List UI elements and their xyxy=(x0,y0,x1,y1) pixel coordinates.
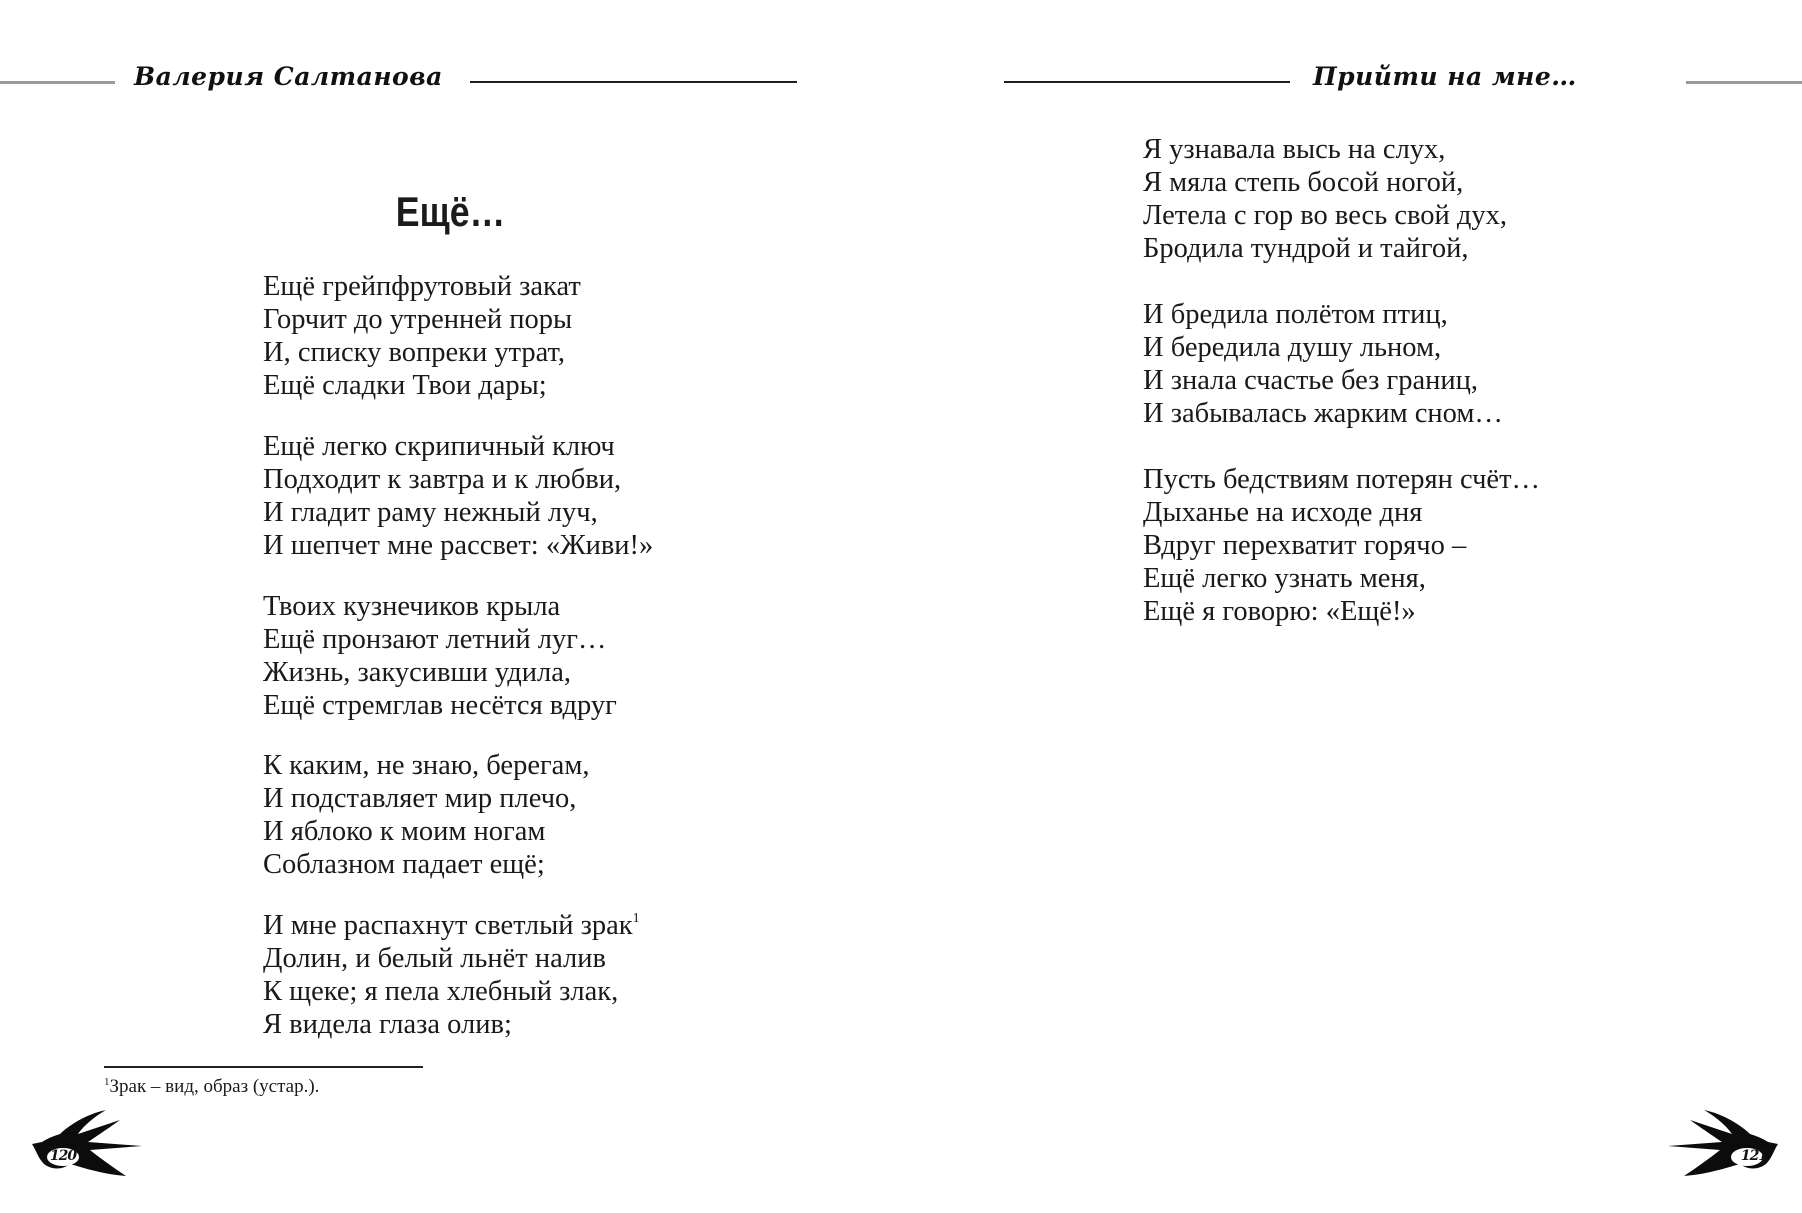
verse-line: И знала счастье без границ, xyxy=(1143,365,1479,396)
verse-line: Я мяла степь босой ногой, xyxy=(1143,167,1464,198)
verse-line: И, списку вопреки утрат, xyxy=(263,337,565,368)
verse-line: И бередила душу льном, xyxy=(1143,332,1442,363)
verse-line: К щеке; я пела хлебный злак, xyxy=(263,976,619,1007)
verse-line: Вдруг перехватит горячо – xyxy=(1143,530,1467,561)
verse-line: Ещё я говорю: «Ещё!» xyxy=(1143,596,1416,627)
verse-line: Я узнавала высь на слух, xyxy=(1143,134,1446,165)
verse-line: Ещё легко скрипичный ключ xyxy=(263,431,615,462)
footnote-marker: 1 xyxy=(104,1076,110,1088)
footnote-text: Зрак – вид, образ (устар.). xyxy=(109,1076,320,1097)
stanza-3 xyxy=(263,590,617,722)
running-head-author: Валерия Салтанова xyxy=(134,62,443,91)
page-number: 120 xyxy=(49,1148,77,1164)
header-rule-right-inner xyxy=(1004,81,1290,83)
poem-title: Ещё… xyxy=(395,188,506,235)
header-rule-left-outer xyxy=(0,81,115,84)
verse-line: Бродила тундрой и тайгой, xyxy=(1143,233,1469,264)
verse-line: Горчит до утренней поры xyxy=(263,304,573,335)
verse-line: И яблоко к моим ногам xyxy=(263,816,546,847)
verse-line: Твоих кузнечиков крыла xyxy=(263,591,561,622)
verse-line: Подходит к завтра и к любви, xyxy=(263,464,622,495)
verse-line-text: И мне распахнут светлый зрак xyxy=(263,910,633,941)
verse-line: Соблазном падает ещё; xyxy=(263,849,545,880)
verse-line: Я видела глаза олив; xyxy=(263,1009,512,1040)
page-number: 121 xyxy=(1740,1148,1768,1164)
verse-line: Ещё грейпфрутовый закат xyxy=(263,271,581,302)
stanza-5 xyxy=(263,909,640,1041)
stanza-7 xyxy=(1143,298,1503,430)
verse-line: Ещё пронзают летний луг… xyxy=(263,624,607,655)
verse-line: И шепчет мне рассвет: «Живи!» xyxy=(263,530,654,561)
stanza-4 xyxy=(263,749,589,881)
verse-line: Ещё стремглав несётся вдруг xyxy=(263,690,617,721)
footnote xyxy=(104,1076,319,1098)
footnote-reference[interactable]: 1 xyxy=(632,911,640,926)
verse-line: И бредила полётом птиц, xyxy=(1143,299,1448,330)
stanza-8 xyxy=(1143,463,1540,628)
verse-line: Ещё сладки Твои дары; xyxy=(263,370,547,401)
running-head-book-title: Прийти на мне… xyxy=(1313,62,1577,91)
stanza-1 xyxy=(263,270,581,402)
footnote-divider xyxy=(104,1066,423,1068)
verse-line: И подставляет мир плечо, xyxy=(263,783,577,814)
verse-line: Пусть бедствиям потерян счёт… xyxy=(1143,464,1541,495)
header-rule-left-inner xyxy=(470,81,797,83)
verse-line-with-footnote xyxy=(263,909,640,942)
verse-line: Жизнь, закусивши удила, xyxy=(263,657,572,688)
stanza-2 xyxy=(263,430,653,562)
verse-line: Дыханье на исходе дня xyxy=(1143,497,1423,528)
verse-line: И гладит раму нежный луч, xyxy=(263,497,598,528)
stanza-6 xyxy=(1143,133,1507,265)
verse-line: К каким, не знаю, берегам, xyxy=(263,750,590,781)
verse-line: И забывалась жарким сном… xyxy=(1143,398,1503,429)
verse-line: Летела с гор во весь свой дух, xyxy=(1143,200,1507,231)
header-rule-right-outer xyxy=(1686,81,1802,84)
verse-line: Долин, и белый льнёт налив xyxy=(263,943,606,974)
verse-line: Ещё легко узнать меня, xyxy=(1143,563,1426,594)
right-page xyxy=(901,0,1802,1213)
